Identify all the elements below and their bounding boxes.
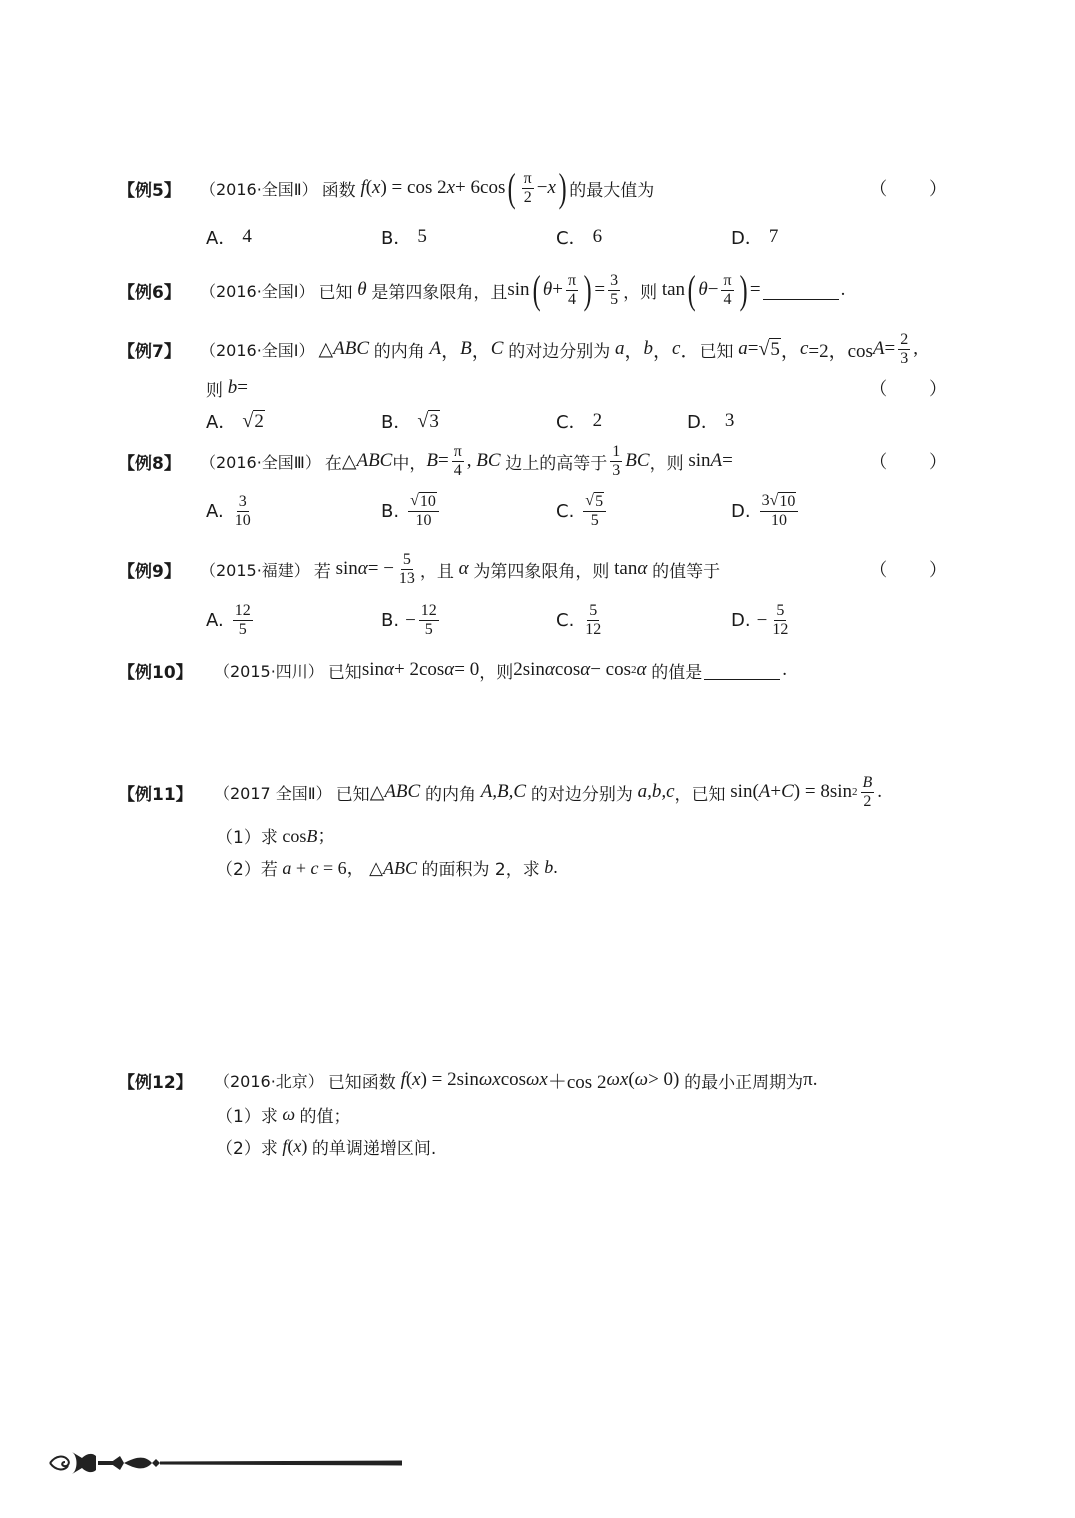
options [206,492,906,530]
formula: 2sin α cos α − cos 2 α [513,659,647,680]
example-source: （2016·北京） [214,1071,324,1091]
options [206,408,862,434]
example-label: 【例8】 [118,453,181,474]
option-b: B． 5 [381,226,427,249]
option-c: C. $\frac{5}{12}$ [556,602,602,638]
example-9: 【例9】 （2015·福建） 若 sin α = − $\frac{5}{13}$ ，且 α 为第四象限角，则 tan α 的值等于 （ ） A. $\frac{12}{5}$ B. − $\frac{12}{5}$ C. $\frac{5}{12}$ D. − $\frac{5}{12}$ [118,550,965,638]
option-d: D． 7 [731,226,779,249]
sub-question-1: （1）求 ω 的值； [216,1104,351,1127]
option-a: A. $\frac{12}{5}$ [206,602,251,638]
option-d: D. − $\frac{5}{12}$ [731,602,789,638]
formula: B = $\frac{\pi}{4}$ , BC [426,442,501,479]
example-label: 【例9】 [118,561,181,582]
example-label: 【例7】 [118,341,181,362]
option-c: C． 2 [556,410,603,433]
example-12: 【例12】 （2016·北京） 已知函数 f ( x ) = 2sin ωx cos ωx ＋cos 2 ωx ( ω > 0) 的最小正周期为 π. （1）求 ω 的值； （2）求 f(x) 的单调递增区间. [118,1060,965,1100]
formula: sin ( θ + $\frac{\pi}{4}$ ) = $\frac{3}{5}$ [507,267,619,312]
example-10: 【例10】 （2015·四川） 已知 sin α + 2cos α = 0 ，则 2sin α cos α − cos 2 α 的值是 . [118,659,787,683]
answer-paren: （ ） [869,379,965,400]
example-8: 【例8】 （2016·全国Ⅲ） 在 △ ABC 中， B = $\frac{\pi}{4}$ , BC 边上的高等于 $\frac{1}{3}$ BC ，则 sin A = （ ） A. $\frac{3}{10}$ B. √ 10 10 C. √ 5 5 D. 3 √ 10 10 [118,442,965,529]
answer-blank [704,661,780,680]
example-11: 【例11】 （2017 全国Ⅱ） 已知 △ ABC 的内角 A,B,C 的对边分别为 a,b,c ，已知 sin( A + C ) = 8sin 2 $\frac{B}{2}$ . （1）求 cosB； （2）若 a + c = 6， △ABC 的面积为 2，求 b. [118,773,883,880]
example-7: 【例7】 （2016·全国Ⅰ） △ ABC 的内角 A ， B ， C 的对边分别为 a ， b ， c ． 已知 a = √ 5 ， c =2，cos A = $\frac{2}{3}$ , 则 b = （ ） A． √ 2 B． √ 3 C． 2 D． 3 [118,330,965,433]
sub-question-2: （2）求 f(x) 的单调递增区间. [216,1136,437,1159]
answer-paren: （ ） [869,179,965,200]
option-c: C． 6 [556,226,603,249]
formula: tan ( θ − $\frac{\pi}{4}$ ) = . [657,267,846,312]
options [206,224,906,250]
answer-paren: （ ） [869,560,965,581]
example-source: （2015·四川） [214,661,324,681]
example-6: 【例6】 （2016·全国Ⅰ） 已知 θ 是第四象限角，且 sin ( θ + $\frac{\pi}{4}$ ) = $\frac{3}{5}$ ，则 tan ( θ − $\frac{\pi}{4}$ ) = . [118,267,846,312]
answer-blank [763,281,839,300]
example-source: （2017 全国Ⅱ） [214,783,332,803]
option-d: D． 3 [687,410,735,433]
example-label: 【例12】 [118,1072,193,1093]
option-c: C. √ 5 5 [556,492,731,530]
formula: $\frac{1}{3}$ BC [612,442,650,479]
example-label: 【例6】 [118,282,181,303]
formula: f ( x ) = 2sin ωx cos ωx ＋cos 2 ωx ( ω > 0) [400,1069,685,1093]
example-source: （2015·福建） [200,560,310,580]
option-b: B. − $\frac{12}{5}$ [381,602,437,638]
option-b: B. √ 10 10 [381,492,556,530]
ornament-divider-icon [48,1446,408,1480]
formula: sin α + 2cos α = 0 [361,659,480,680]
option-a: A． 4 [206,226,252,249]
sub-question-1: （1）求 cosB； [216,826,336,848]
example-source: （2016·全国Ⅰ） [200,340,315,360]
example-label: 【例10】 [118,662,193,683]
example-source: （2016·全国Ⅱ） [200,179,318,199]
formula: sin( A + C ) = 8sin 2 $\frac{B}{2}$ . [725,773,883,810]
example-source: （2016·全国Ⅲ） [200,452,321,472]
example-source: （2016·全国Ⅰ） [200,281,315,301]
option-b: B． √ 3 [381,409,439,433]
answer-paren: （ ） [869,452,965,473]
option-a: A． √ 2 [206,409,264,433]
option-a: A. $\frac{3}{10}$ [206,492,251,529]
formula: a = √ 5 ， c =2，cos A = $\frac{2}{3}$ , [738,330,918,367]
sub-question-2: （2）若 a + c = 6， △ABC 的面积为 2，求 b. [216,856,558,880]
example-label: 【例11】 [118,784,193,805]
options [206,602,906,639]
formula: sin α = − $\frac{5}{13}$ [330,550,415,587]
option-d: D. 3 √ 10 10 [731,492,906,530]
example-label: 【例5】 [118,180,181,201]
formula: f ( x ) = cos 2 x + 6cos ( $\frac{\pi}{2}$ − x ) [360,165,567,210]
example-5: 【例5】 （2016·全国Ⅱ） 函数 f ( x ) = cos 2 x + 6cos ( $\frac{\pi}{2}$ − x ) 的最大值为 （ ） A． 4 B． 5 C． 6 D． 7 [118,165,965,249]
